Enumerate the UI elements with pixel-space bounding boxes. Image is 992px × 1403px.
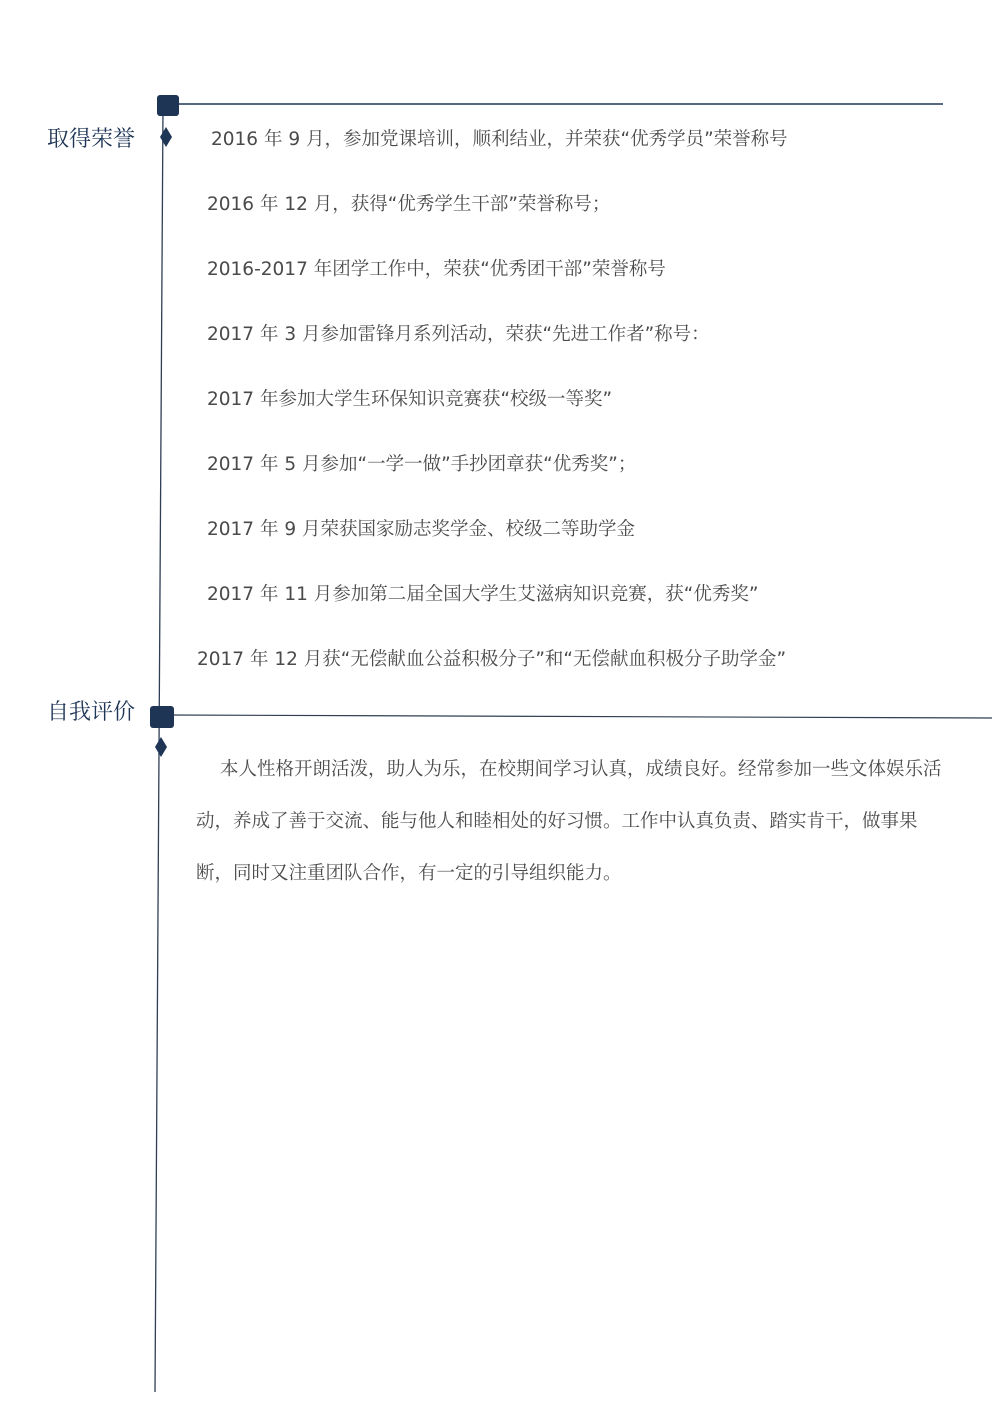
honor-item: 2017 年 11 月参加第二届全国大学生艾滋病知识竞赛，获“优秀奖”	[207, 584, 759, 605]
honor-item: 2016 年 9 月，参加党课培训，顺利结业，并荣获“优秀学员”荣誉称号	[211, 129, 788, 150]
self-evaluation-section-title: 自我评价	[47, 700, 136, 725]
honors-diamond-marker	[160, 127, 172, 147]
honor-item: 2017 年 12 月获“无偿献血公益积极分子”和“无偿献血积极分子助学金”	[197, 649, 787, 670]
honor-item: 2017 年 9 月荣获国家励志奖学金、校级二等助学金	[207, 519, 635, 540]
eval-square-marker	[150, 706, 174, 728]
honor-item: 2017 年参加大学生环保知识竞赛获“校级一等奖”	[207, 389, 613, 410]
honors-square-marker	[157, 95, 179, 116]
honor-item: 2016-2017 年团学工作中，荣获“优秀团干部”荣誉称号	[207, 259, 666, 280]
eval-header-rule	[166, 715, 992, 718]
self-evaluation-text: 本人性格开朗活泼，助人为乐，在校期间学习认真，成绩良好。经常参加一些文体娱乐活动，养成了善于交流、能与他人和睦相处的好习惯。工作中认真负责、踏实肯干，做事果断，同时又注重团队合作，有一定的引导组织能力。	[196, 759, 942, 884]
honor-item: 2017 年 3 月参加雷锋月系列活动，荣获“先进工作者”称号：	[207, 324, 710, 345]
honor-item: 2017 年 5 月参加“一学一做”手抄团章获“优秀奖”；	[207, 454, 637, 475]
honors-section-title: 取得荣誉	[47, 127, 136, 152]
honor-item: 2016 年 12 月，获得“优秀学生干部”荣誉称号；	[207, 194, 611, 215]
eval-diamond-marker	[155, 737, 167, 757]
